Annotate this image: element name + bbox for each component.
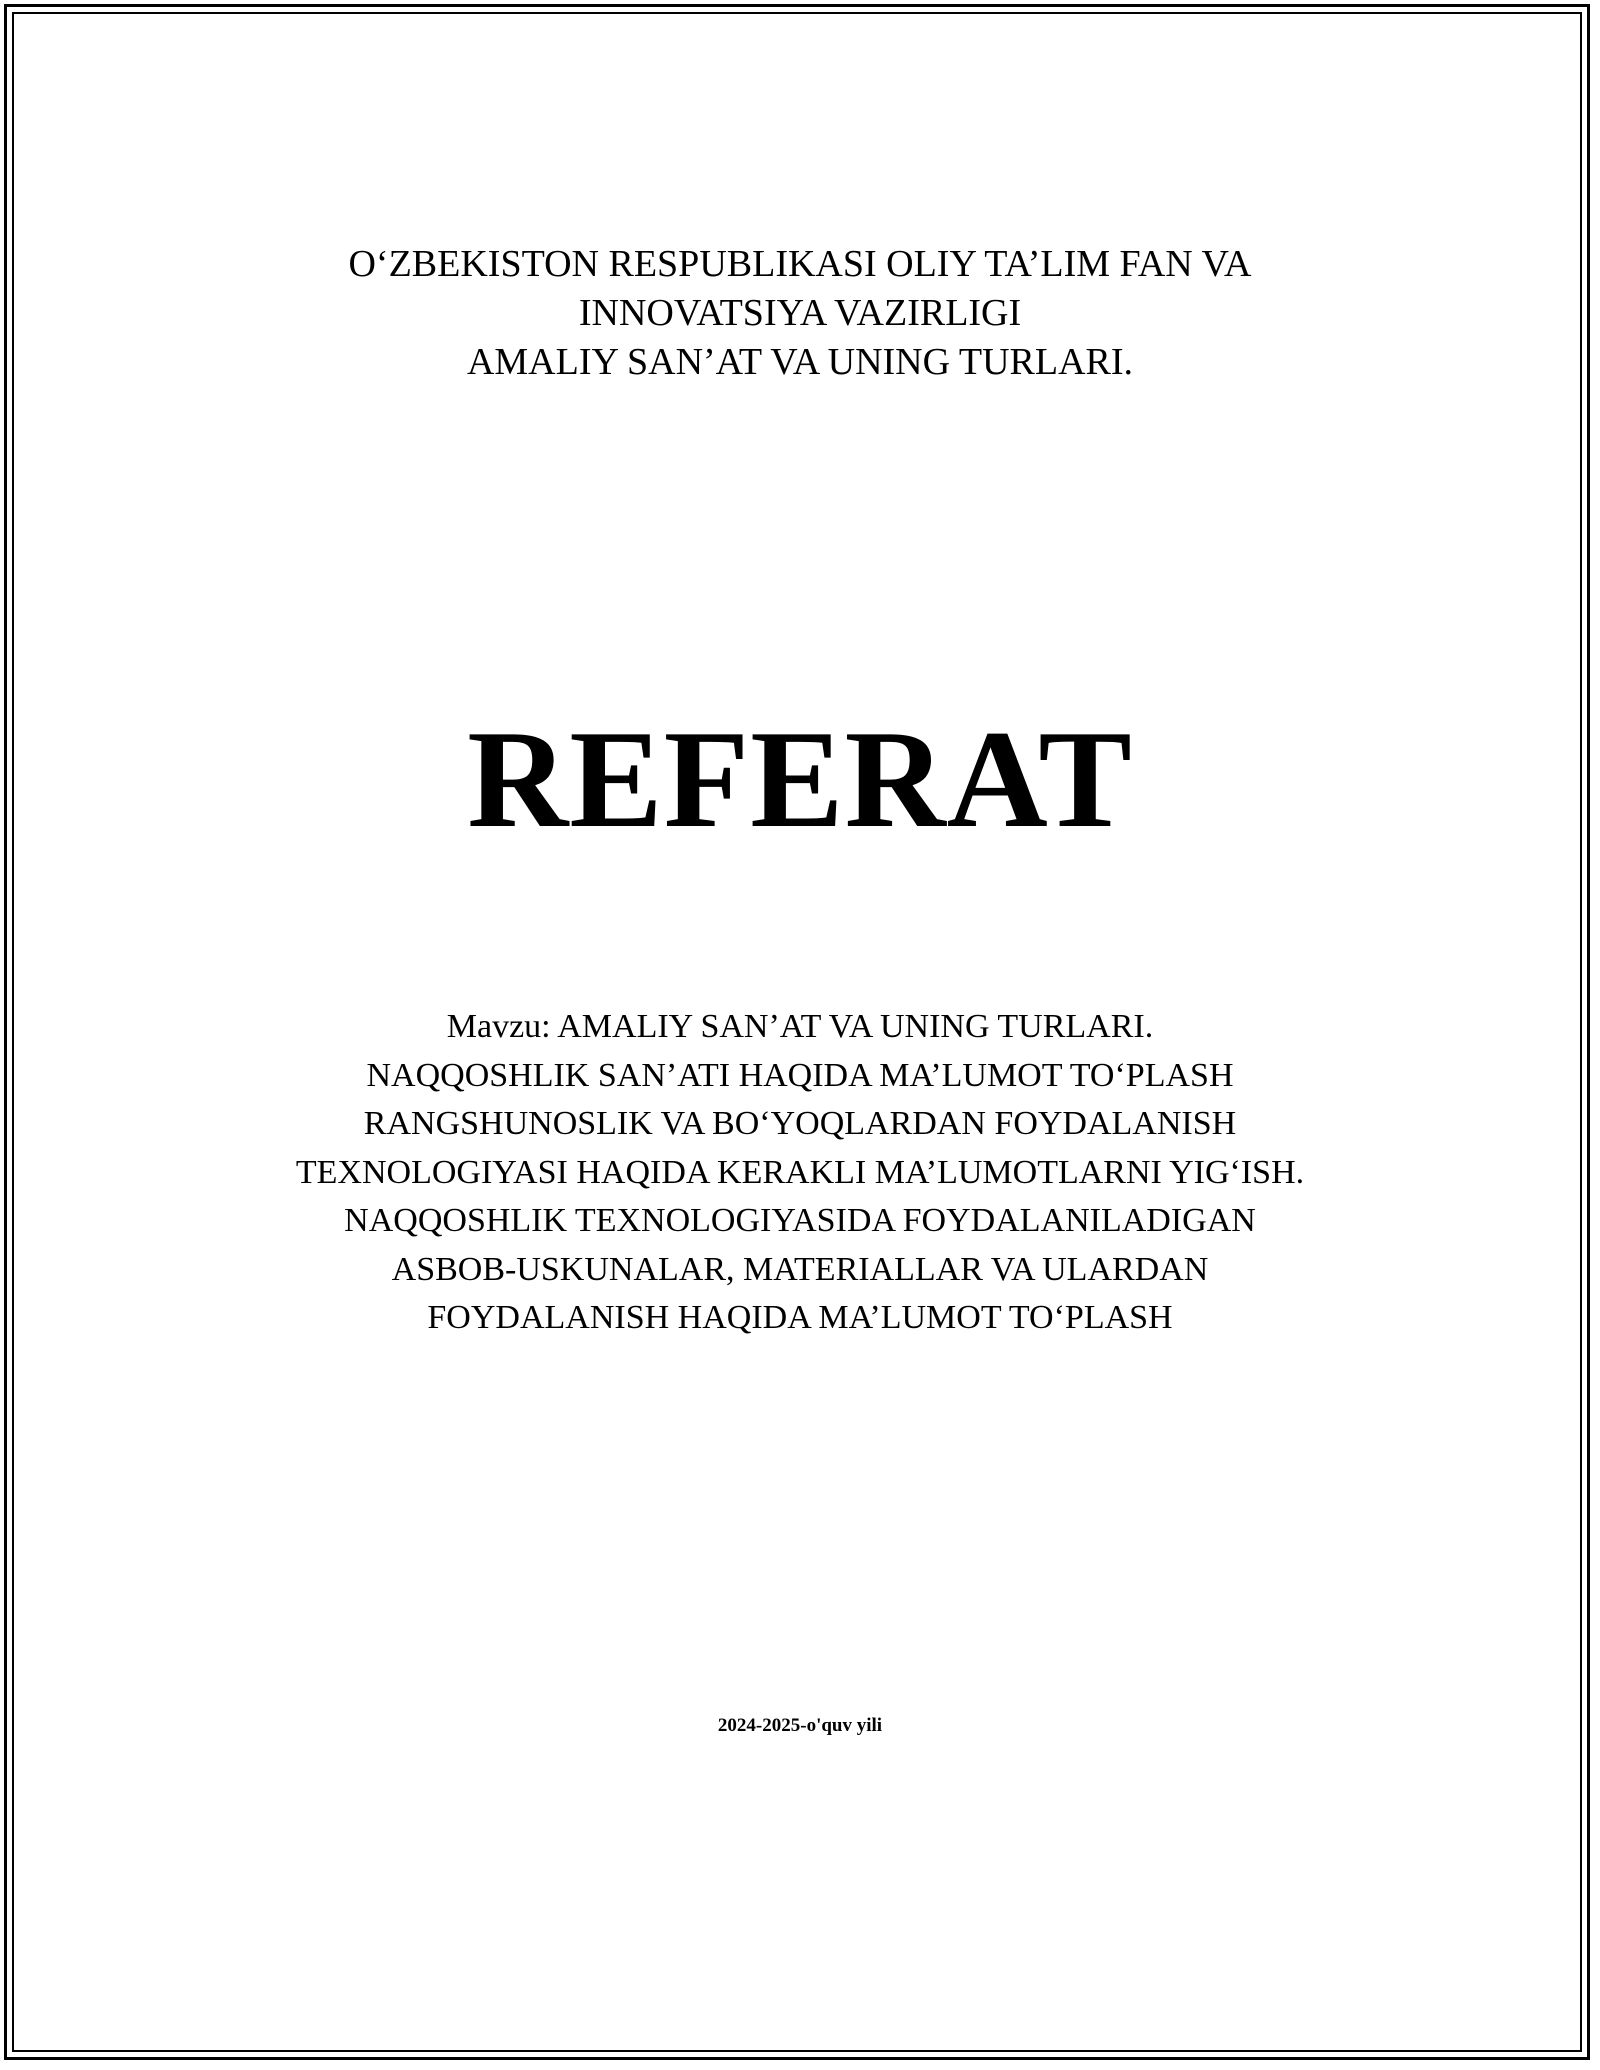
topic-line-4: TEXNOLOGIYASI HAQIDA KERAKLI MA’LUMOTLARNI YIG‘ISH. — [295, 1153, 1305, 1191]
ministry-header — [0, 240, 1600, 387]
topic-line-6: ASBOB-USKUNALAR, MATERIALLAR VA ULARDAN — [391, 1250, 1209, 1288]
header-line-1: O‘ZBEKISTON RESPUBLIKASI OLIY TA’LIM FAN VA — [348, 243, 1252, 285]
document-title: REFERAT — [467, 702, 1133, 857]
topic-line-5: NAQQOSHLIK TEXNOLOGIYASIDA FOYDALANILADIGAN — [344, 1202, 1256, 1239]
header-line-2: INNOVATSIYA VAZIRLIGI — [578, 292, 1022, 334]
topic-line-1: Mavzu: AMALIY SAN’AT VA UNING TURLARI. — [446, 1008, 1154, 1045]
academic-year: 2024-2025-o'quv yili — [717, 1715, 883, 1736]
topic-line-7: FOYDALANISH HAQIDA MA’LUMOT TO‘PLASH — [427, 1299, 1173, 1336]
topic-block — [0, 1003, 1600, 1343]
topic-line-3: RANGSHUNOSLIK VA BO‘YOQLARDAN FOYDALANISH — [363, 1105, 1237, 1142]
topic-line-2: NAQQOSHLIK SAN’ATI HAQIDA MA’LUMOT TO‘PLASH — [366, 1056, 1234, 1094]
header-line-3: AMALIY SAN’AT VA UNING TURLARI. — [466, 341, 1134, 383]
